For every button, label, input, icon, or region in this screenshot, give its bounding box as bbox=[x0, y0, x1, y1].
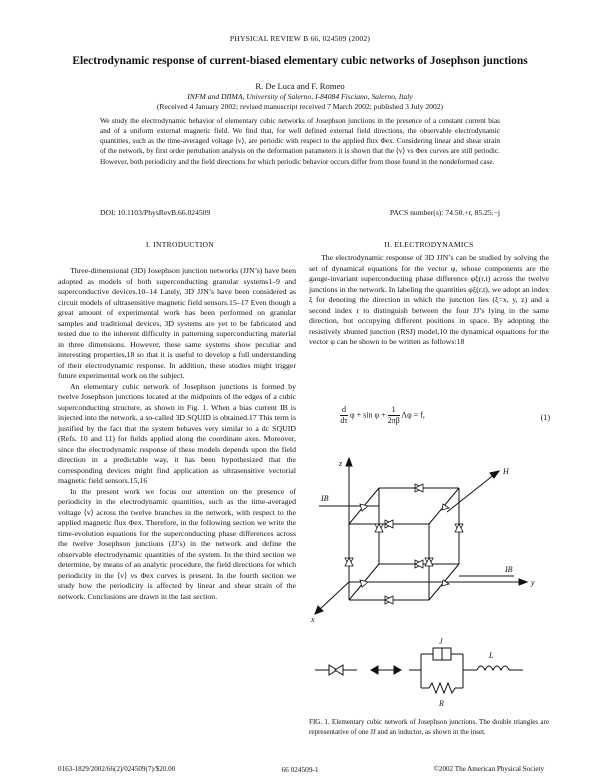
electrodynamics-paragraph: The electrodynamic response of 3D JJN’s can be studied by solving the set of dynamical equations for the vector φ, whose components are the gauge-invariant superconducting phase difference φξ(r,t) across the twelve junctions in the network. In labeling the quantities φξ(r,t), we adopt an index ξ for denoting the direction in which the junction lies (ξ=x, y, z) and a second index r to distinguish between the four JJ’s lying in the same direction, but occupying different positions in space. By adopting the resistively shunted junction (RSJ) model,10 the dynamical equations for the vector φ can be shown to be written as follows:18 bbox=[309, 253, 549, 346]
y-axis-arrow bbox=[519, 579, 527, 585]
section-heading-introduction: I. INTRODUCTION bbox=[145, 240, 215, 249]
abstract: We study the electrodynamic behavior of elementary cubic networks of Josephson junctions in the presence of a constant current bias and of a uniform external magnetic field. We find that, for well defined external field directions, the observable electrodynamic quantities, such as the time-averaged voltage ⟨v⟩, are periodic with respect to the applied flux Φex. Considering linear and shear strain of the network, by first order pertubation analysis on the deformation parameters it is shown that the ⟨v⟩ vs Φex curves are still periodic. However, both periodicity and the field directions for which periodic behavior occurs differ from those found in the nondeformed case. bbox=[100, 116, 500, 166]
intro-paragraph-3: In the present work we focus our attention on the presence of periodicity in the electrodynamic quantities, such as the time-averaged voltage ⟨v⟩ across the twelve branches in the network, with respect to the applied magnetic flux Φex. Therefore, in the following section we write the time-evolution equations for the superconducting phase differences across the twelve Josephson junctions (JJ’s) in the network and define the observable electrodynamic quantities of the system. In the third section we determine, by means of an analytic procedure, the field directions for which periodicity in the ⟨v⟩ vs Φex curves is present. In the fourth section we study how the periodicity is affected by linear and shear strain of the network. Conclusions are drawn in the last section. bbox=[58, 486, 296, 601]
received-dates: (Received 4 January 2002; revised manuscript received 7 March 2002; published 3 July 2002) bbox=[156, 102, 444, 111]
authors: R. De Luca and F. Romeo bbox=[255, 81, 345, 91]
introduction-column bbox=[58, 266, 296, 602]
z-axis-arrow bbox=[346, 458, 352, 466]
junction-symbols bbox=[345, 484, 463, 604]
label-IB-out: IB bbox=[505, 565, 513, 574]
intro-paragraph-2: An elementary cubic network of Josephson junctions is formed by twelve Josephson junctions located at the midpoints of the edges of a cubic superconducting structure, as shown in Fig. 1. When a bias current IB is injected into the network, a so-called 3D SQUID is obtained.17 This term is justified by the fact that the system behaves very similar to a dc SQUID (Refs. 10 and 11) for fields applied along the coordinate axes. Moreover, since the electrodynamic response of these models depends upon the field direction in a predictable way, it has been hypothesized that the corresponding devices might find application as ultrasensitive vectorial magnetic field sensors.15,16 bbox=[58, 381, 296, 485]
inset-arrow-right bbox=[394, 666, 401, 674]
equation-derivative bbox=[340, 405, 348, 426]
figure-caption: FIG. 1. Elementary cubic network of Josephson junctions. The double triangles are representative of one JJ and an inductor, as shown in the inset. bbox=[309, 718, 549, 736]
footer-code: 0163-1829/2002/66(2)/024509(7)/$20.00 bbox=[58, 765, 176, 773]
electrodynamics-column bbox=[309, 253, 549, 348]
doi: DOI: 10.1103/PhysRevB.66.024509 bbox=[100, 208, 211, 217]
equation-derivative-den: dτ bbox=[340, 416, 348, 425]
page-number: 66 024509-1 bbox=[281, 765, 319, 774]
label-L: L bbox=[489, 651, 494, 660]
x-axis bbox=[319, 582, 349, 610]
inset-arrow-left bbox=[371, 666, 378, 674]
equation-number: (1) bbox=[540, 413, 550, 422]
journal-header: PHYSICAL REVIEW B 66, 024509 (2002) bbox=[229, 34, 371, 43]
paper-title: Electrodynamic response of current-biased elementary cubic networks of Josephson junctions bbox=[72, 55, 528, 67]
affiliation: INFM and DIIMA, University of Salerno, I-84084 Fisciano, Salerno, Italy bbox=[187, 92, 413, 101]
label-R: R bbox=[439, 699, 444, 708]
label-z: z bbox=[339, 459, 343, 468]
label-IB-in: IB bbox=[321, 494, 329, 503]
equation-middle: φ + sin φ + bbox=[350, 410, 386, 420]
equation-fraction bbox=[388, 405, 400, 426]
equation-rhs: Λφ = f, bbox=[401, 410, 425, 420]
intro-paragraph-1: Three-dimensional (3D) Josephson junction networks (JJN’s) have been adopted as models of both superconducting granular systems1–9 and superconductive devices.10–14 Lately, 3D JJN’s have been considered as circuit models of ultrasensitive magnetic field sensors.15–17 Even though a great amount of experimental work has been performed on granular samples and traditional devices, 3D systems are yet to be fabricated and tested due to the inherent difficulty in patterning superconducting material in three dimensions. However, these same systems show peculiar and interesting properties,18 so that it is useful to develop a full understanding of their electrodynamic response. In addition, these studies might trigger future experimental work on the subject. bbox=[58, 266, 296, 380]
label-y: y bbox=[531, 578, 535, 587]
inset-resistor bbox=[429, 683, 455, 693]
label-H: H bbox=[503, 467, 509, 476]
pacs-numbers: PACS number(s): 74.50.+r, 85.25.−j bbox=[389, 208, 500, 217]
equation-fraction-num: 1 bbox=[388, 405, 400, 416]
equation-derivative-num: d bbox=[342, 405, 346, 414]
label-J: J bbox=[439, 637, 443, 646]
figure-1-diagram bbox=[309, 444, 549, 726]
label-x: x bbox=[311, 615, 315, 624]
copyright: ©2002 The American Physical Society bbox=[433, 765, 544, 773]
cube-network bbox=[315, 458, 527, 614]
equation-1 bbox=[340, 405, 550, 433]
inset-triangle-2 bbox=[335, 665, 343, 675]
inset-inductor bbox=[477, 666, 509, 670]
section-heading-electrodynamics: II. ELECTRODYNAMICS bbox=[384, 240, 474, 249]
equation-fraction-den: 2πβ bbox=[387, 416, 400, 425]
